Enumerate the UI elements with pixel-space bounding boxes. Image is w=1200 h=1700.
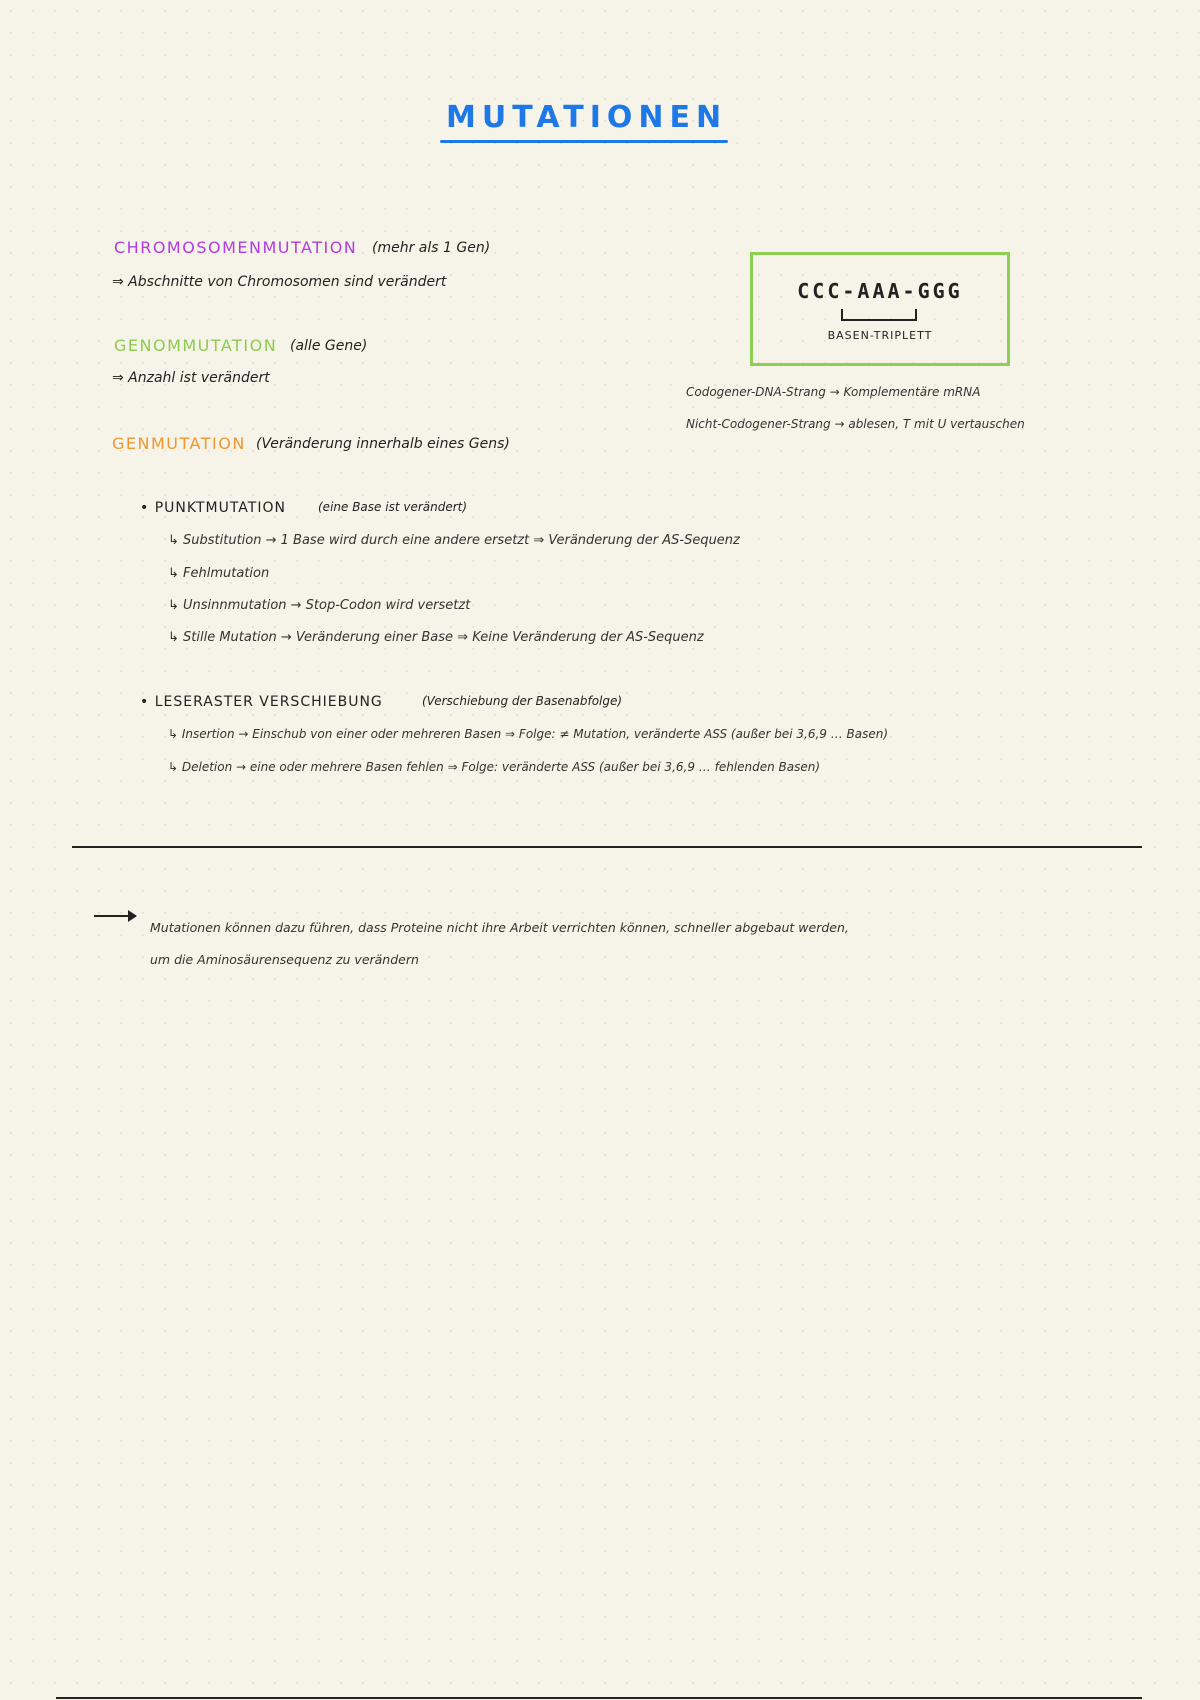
gene-mutation-heading: GENMUTATION — [112, 434, 246, 453]
frameshift-deletion: ↳ Deletion → eine oder mehrere Basen fehlen ⇒ Folge: veränderte ASS (außer bei 3,6,9 … fehlenden Basen) — [168, 760, 821, 774]
bottom-rule — [56, 1697, 1142, 1699]
base-triplet-box — [750, 252, 1010, 366]
conclusion-arrow-icon — [94, 915, 136, 917]
section-divider — [72, 846, 1142, 848]
chromosome-mutation-description: ⇒ Abschnitte von Chromosomen sind verändert — [112, 274, 447, 290]
triplet-sequence: CCC-AAA-GGG — [797, 279, 963, 303]
chromosome-mutation-heading: CHROMOSOMENMUTATION — [114, 238, 358, 257]
non-codogenic-strand-note: Nicht-Codogener-Strang → ablesen, T mit U vertauschen — [686, 417, 1025, 431]
genome-mutation-description: ⇒ Anzahl ist verändert — [112, 370, 270, 386]
point-mutation-fehlmutation: ↳ Fehlmutation — [168, 566, 270, 581]
genome-mutation-heading: GENOMMUTATION — [114, 336, 278, 355]
triplet-label: BASEN-TRIPLETT — [827, 329, 933, 342]
genome-mutation-paren: (alle Gene) — [290, 338, 368, 354]
gene-mutation-paren: (Veränderung innerhalb eines Gens) — [256, 436, 510, 452]
point-mutation-stille-mutation: ↳ Stille Mutation → Veränderung einer Base ⇒ Keine Veränderung der AS-Sequenz — [168, 630, 704, 645]
conclusion-line-1: Mutationen können dazu führen, dass Proteine nicht ihre Arbeit verrichten können, schneller abgebaut werden, — [150, 920, 849, 935]
point-mutation-substitution: ↳ Substitution → 1 Base wird durch eine andere ersetzt ⇒ Veränderung der AS-Sequenz — [168, 533, 740, 548]
triplet-bracket — [841, 309, 917, 321]
codogenic-strand-note: Codogener-DNA-Strang → Komplementäre mRNA — [686, 385, 981, 399]
point-mutation-heading: • PUNKTMUTATION — [140, 500, 286, 516]
chromosome-mutation-paren: (mehr als 1 Gen) — [372, 240, 491, 256]
frameshift-heading: • LESERASTER VERSCHIEBUNG — [140, 694, 383, 710]
conclusion-line-2: um die Aminosäurensequenz zu verändern — [150, 952, 419, 967]
point-mutation-unsinnmutation: ↳ Unsinnmutation → Stop-Codon wird versetzt — [168, 598, 471, 613]
page-title: MUTATIONEN — [446, 100, 728, 135]
point-mutation-paren: (eine Base ist verändert) — [318, 500, 468, 514]
frameshift-insertion: ↳ Insertion → Einschub von einer oder mehreren Basen ⇒ Folge: ≠ Mutation, veränderte ASS (außer bei 3,6,9 … Basen) — [168, 727, 889, 741]
frameshift-paren: (Verschiebung der Basenabfolge) — [422, 694, 623, 708]
title-underline — [440, 140, 728, 143]
